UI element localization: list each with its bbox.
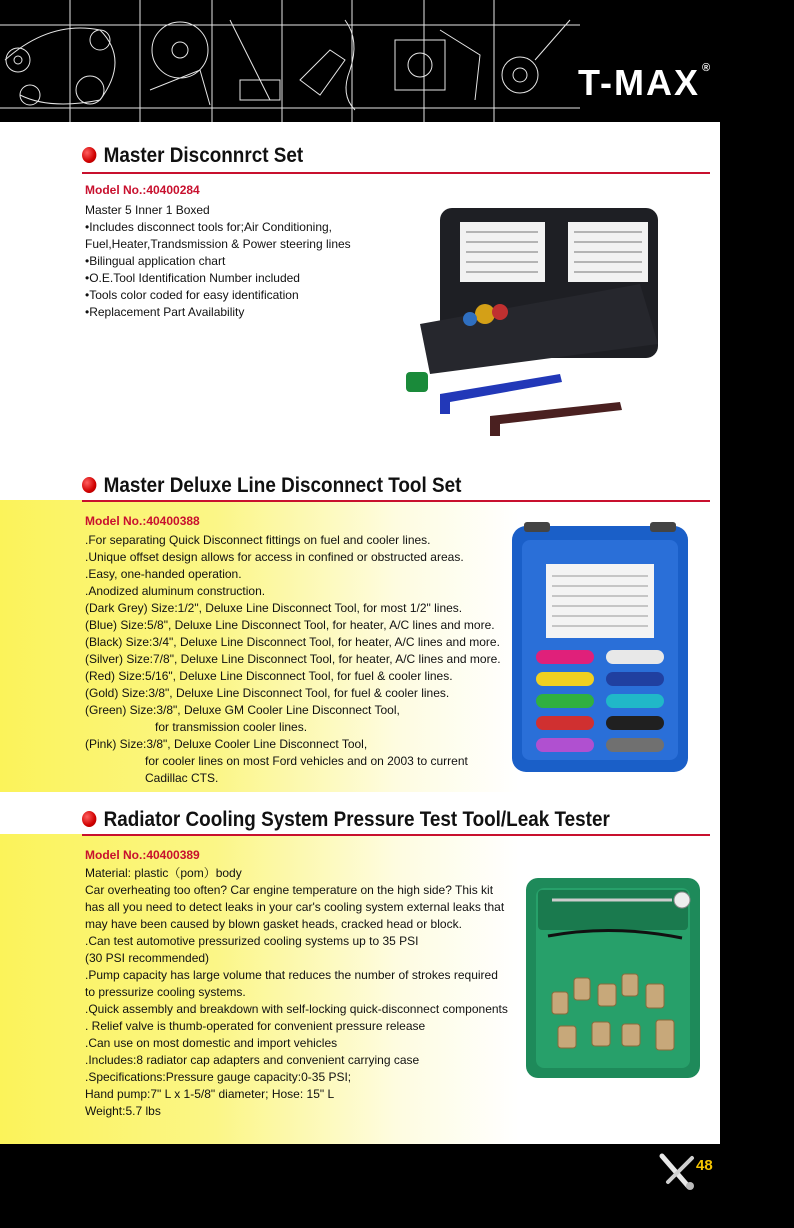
description-3: Material: plastic（pom）body Car overheating too often? Car engine temperature on the high side? This kit has all you need to detect leaks in your car's cooling system external leaks that may have been caused by blown gasket heads, cracked head or block. .Can test automotive pressurized cooling systems up to 35 PSI (30 PSI recommended) .Pump capacity has large volume that reduces the number of strokes required to pressurize cooling systems. .Quick assembly and breakdown with self-locking quick-disconnect components . Relief valve is thumb-operated for convenient pressure release .Can use on most domestic and import vehicles .Includes:8 radiator cap adapters and convenient carrying case .Specifications:Pressure gauge capacity:0-35 PSI; Hand pump:7" L x 1-5/8" diameter; Hose: 15" L Weight:5.7 lbs <box>85 866 508 1118</box>
bullet-dot-icon <box>82 811 96 827</box>
product-photo-deluxe-disconnect-set <box>508 520 692 776</box>
wrench-tool-icon <box>658 1150 698 1192</box>
bullet-dot-icon <box>82 477 96 493</box>
section-rule <box>82 834 710 836</box>
description-2: .For separating Quick Disconnect fittings on fuel and cooler lines. .Unique offset design allows for access in confined or obstructed areas. .Easy, one-handed operation. .Anodized aluminum construction. (Dark Grey) Size:1/2", Deluxe Line Disconnect Tool, for most 1/2" lines. (Blue) Size:5/8", Deluxe Line Disconnect Tool, for heater, A/C lines and more. (Black) Size:3/4", Deluxe Line Disconnect Tool, for heater, A/C lines and more. (Silver) Size:7/8", Deluxe Line Disconnect Tool, for heater, A/C lines and more. (Red) Size:5/16", Deluxe Line Disconnect Tool, for fuel & cooler lines. (Gold) Size:3/8", Deluxe Line Disconnect Tool, for fuel & cooler lines. (Green) Size:3/8", Deluxe GM Cooler Line Disconnect Tool, for transmission cooler lines. (Pink) Size:3/8", Deluxe Cooler Line Disconnect Tool, for cooler lines on most Ford vehicles and on 2003 to current Cadillac CTS. <box>85 533 501 785</box>
bullet-dot-icon <box>82 147 96 163</box>
section-title-3: Radiator Cooling System Pressure Test Tool/Leak Tester <box>82 808 610 832</box>
page-content <box>0 122 720 1144</box>
brand-logo: T-MAX ® <box>578 62 713 103</box>
product-photo-radiator-tester <box>522 874 704 1082</box>
product-photo-master-disconnect-set <box>400 204 672 440</box>
description-1: Master 5 Inner 1 Boxed •Includes disconnect tools for;Air Conditioning, Fuel,Heater,Trandsmission & Power steering lines •Bilingual application chart •O.E.Tool Identification Number included •Tools color coded for easy identification •Replacement Part Availability <box>85 203 351 319</box>
section-rule <box>82 172 710 174</box>
model-number-1: Model No.:40400284 <box>85 183 200 197</box>
model-number-3: Model No.:40400389 <box>85 848 200 862</box>
section-title-2: Master Deluxe Line Disconnect Tool Set <box>82 474 461 498</box>
model-number-2: Model No.:40400388 <box>85 514 200 528</box>
header-banner <box>0 0 794 122</box>
section-rule <box>82 500 710 502</box>
page-number: 48 <box>696 1157 713 1174</box>
section-title-1: Master Disconnrct Set <box>82 144 303 168</box>
